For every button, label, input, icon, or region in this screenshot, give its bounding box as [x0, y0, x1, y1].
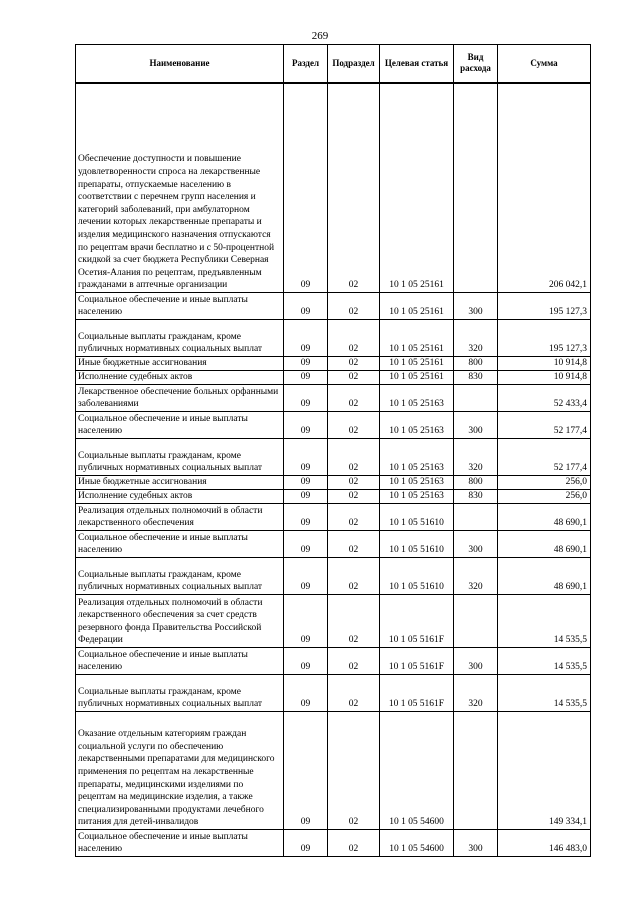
row-target: 10 1 05 25161 — [380, 83, 454, 293]
row-section: 09 — [284, 385, 328, 412]
row-target: 10 1 05 51610 — [380, 558, 454, 595]
row-name: Реализация отдельных полномочий в области лекарственного обеспечения — [76, 504, 284, 531]
row-target: 10 1 05 51610 — [380, 531, 454, 558]
row-subsection: 02 — [328, 504, 380, 531]
row-target: 10 1 05 25161 — [380, 371, 454, 385]
row-section: 09 — [284, 357, 328, 371]
row-subsection: 02 — [328, 648, 380, 675]
row-section: 09 — [284, 531, 328, 558]
row-expense-type: 300 — [454, 293, 498, 320]
row-name: Социальное обеспечение и иные выплаты населению — [76, 648, 284, 675]
row-name: Лекарственное обеспечение больных орфанными заболеваниями — [76, 385, 284, 412]
row-section: 09 — [284, 595, 328, 648]
row-name: Социальные выплаты гражданам, кроме публичных нормативных социальных выплат — [76, 320, 284, 357]
table-row — [76, 595, 591, 648]
row-expense-type — [454, 595, 498, 648]
row-target: 10 1 05 54600 — [380, 712, 454, 830]
row-section: 09 — [284, 293, 328, 320]
row-name: Социальное обеспечение и иные выплаты населению — [76, 412, 284, 439]
row-subsection: 02 — [328, 320, 380, 357]
row-sum: 195 127,3 — [498, 320, 591, 357]
table-row — [76, 648, 591, 675]
row-section: 09 — [284, 558, 328, 595]
row-section: 09 — [284, 439, 328, 476]
row-subsection: 02 — [328, 357, 380, 371]
row-sum: 256,0 — [498, 490, 591, 504]
row-section: 09 — [284, 371, 328, 385]
row-subsection: 02 — [328, 712, 380, 830]
table-row — [76, 439, 591, 476]
header-name: Наименование — [76, 45, 284, 83]
row-sum: 14 535,5 — [498, 675, 591, 712]
row-expense-type: 320 — [454, 320, 498, 357]
row-name: Социальные выплаты гражданам, кроме публичных нормативных социальных выплат — [76, 439, 284, 476]
row-name: Социальные выплаты гражданам, кроме публичных нормативных социальных выплат — [76, 558, 284, 595]
row-sum: 206 042,1 — [498, 83, 591, 293]
row-name: Социальное обеспечение и иные выплаты населению — [76, 531, 284, 558]
table-row — [76, 385, 591, 412]
row-subsection: 02 — [328, 830, 380, 857]
table-row — [76, 712, 591, 830]
row-target: 10 1 05 25161 — [380, 320, 454, 357]
row-expense-type: 300 — [454, 412, 498, 439]
row-sum: 14 535,5 — [498, 648, 591, 675]
row-expense-type: 800 — [454, 476, 498, 490]
header-target: Целевая статья — [380, 45, 454, 83]
row-subsection: 02 — [328, 531, 380, 558]
row-name: Оказание отдельным категориям граждан социальной услуги по обеспечению лекарственными препаратами для медицинского применения по рецептам на лекарственные препараты, медицинскими изделиями по рецептам на медицинские изделия, а также специализированными продуктами лечебного питания для детей-инвалидов — [76, 712, 284, 830]
row-section: 09 — [284, 830, 328, 857]
row-subsection: 02 — [328, 675, 380, 712]
table-row — [76, 558, 591, 595]
header-section: Раздел — [284, 45, 328, 83]
row-expense-type: 300 — [454, 830, 498, 857]
row-section: 09 — [284, 83, 328, 293]
row-expense-type — [454, 712, 498, 830]
row-target: 10 1 05 25161 — [380, 357, 454, 371]
row-section: 09 — [284, 490, 328, 504]
row-expense-type — [454, 504, 498, 531]
row-subsection: 02 — [328, 385, 380, 412]
table-header-row — [76, 45, 591, 83]
row-sum: 10 914,8 — [498, 357, 591, 371]
table-row — [76, 357, 591, 371]
row-expense-type: 830 — [454, 490, 498, 504]
row-expense-type: 320 — [454, 675, 498, 712]
table-row — [76, 83, 591, 293]
row-expense-type: 300 — [454, 648, 498, 675]
row-target: 10 1 05 51610 — [380, 504, 454, 531]
row-name: Исполнение судебных актов — [76, 490, 284, 504]
row-name: Иные бюджетные ассигнования — [76, 357, 284, 371]
row-sum: 149 334,1 — [498, 712, 591, 830]
row-section: 09 — [284, 412, 328, 439]
row-target: 10 1 05 25161 — [380, 293, 454, 320]
table-row — [76, 476, 591, 490]
row-target: 10 1 05 25163 — [380, 412, 454, 439]
row-name: Социальные выплаты гражданам, кроме публичных нормативных социальных выплат — [76, 675, 284, 712]
header-sum: Сумма — [498, 45, 591, 83]
row-expense-type — [454, 385, 498, 412]
row-name: Социальное обеспечение и иные выплаты населению — [76, 830, 284, 857]
table-row — [76, 675, 591, 712]
header-expense-type: Вид расхода — [454, 45, 498, 83]
row-expense-type: 300 — [454, 531, 498, 558]
table-row — [76, 293, 591, 320]
row-target: 10 1 05 25163 — [380, 385, 454, 412]
page-number: 269 — [311, 30, 329, 42]
row-sum: 48 690,1 — [498, 531, 591, 558]
row-section: 09 — [284, 504, 328, 531]
row-subsection: 02 — [328, 412, 380, 439]
row-subsection: 02 — [328, 293, 380, 320]
row-expense-type: 800 — [454, 357, 498, 371]
row-section: 09 — [284, 476, 328, 490]
row-section: 09 — [284, 675, 328, 712]
row-sum: 10 914,8 — [498, 371, 591, 385]
row-expense-type — [454, 83, 498, 293]
row-sum: 48 690,1 — [498, 504, 591, 531]
row-sum: 52 177,4 — [498, 412, 591, 439]
row-name: Обеспечение доступности и повышение удовлетворенности спроса на лекарственные препараты, отпускаемые населению в соответствии с перечнем групп населения и категорий заболеваний, при амбулаторном лечении которых лекарственные препараты и изделия медицинского назначения отпускаются по рецептам врачи бесплатно и с 50-процентной скидкой за счет бюджета Республики Северная Осетия-Алания по рецептам, предъявленным гражданами в аптечные организации — [76, 83, 284, 293]
row-target: 10 1 05 5161F — [380, 595, 454, 648]
row-section: 09 — [284, 648, 328, 675]
row-name: Социальное обеспечение и иные выплаты населению — [76, 293, 284, 320]
row-sum: 256,0 — [498, 476, 591, 490]
row-expense-type: 320 — [454, 558, 498, 595]
row-section: 09 — [284, 320, 328, 357]
table-row — [76, 504, 591, 531]
row-subsection: 02 — [328, 439, 380, 476]
row-sum: 146 483,0 — [498, 830, 591, 857]
row-target: 10 1 05 5161F — [380, 648, 454, 675]
row-section: 09 — [284, 712, 328, 830]
row-subsection: 02 — [328, 476, 380, 490]
row-name: Иные бюджетные ассигнования — [76, 476, 284, 490]
row-sum: 195 127,3 — [498, 293, 591, 320]
row-name: Исполнение судебных актов — [76, 371, 284, 385]
row-subsection: 02 — [328, 83, 380, 293]
row-sum: 48 690,1 — [498, 558, 591, 595]
table-row — [76, 830, 591, 857]
row-subsection: 02 — [328, 490, 380, 504]
row-name: Реализация отдельных полномочий в области лекарственного обеспечения за счет средств резервного фонда Правительства Российской Федерации — [76, 595, 284, 648]
table-row — [76, 490, 591, 504]
row-sum: 14 535,5 — [498, 595, 591, 648]
row-subsection: 02 — [328, 595, 380, 648]
table-row — [76, 320, 591, 357]
table-row — [76, 371, 591, 385]
row-subsection: 02 — [328, 558, 380, 595]
row-sum: 52 433,4 — [498, 385, 591, 412]
table-row — [76, 412, 591, 439]
row-expense-type: 320 — [454, 439, 498, 476]
row-subsection: 02 — [328, 371, 380, 385]
header-subsection: Подраздел — [328, 45, 380, 83]
row-target: 10 1 05 25163 — [380, 439, 454, 476]
row-target: 10 1 05 25163 — [380, 490, 454, 504]
row-target: 10 1 05 25163 — [380, 476, 454, 490]
row-expense-type: 830 — [454, 371, 498, 385]
row-target: 10 1 05 54600 — [380, 830, 454, 857]
row-target: 10 1 05 5161F — [380, 675, 454, 712]
table-row — [76, 531, 591, 558]
row-sum: 52 177,4 — [498, 439, 591, 476]
budget-table — [75, 44, 591, 857]
